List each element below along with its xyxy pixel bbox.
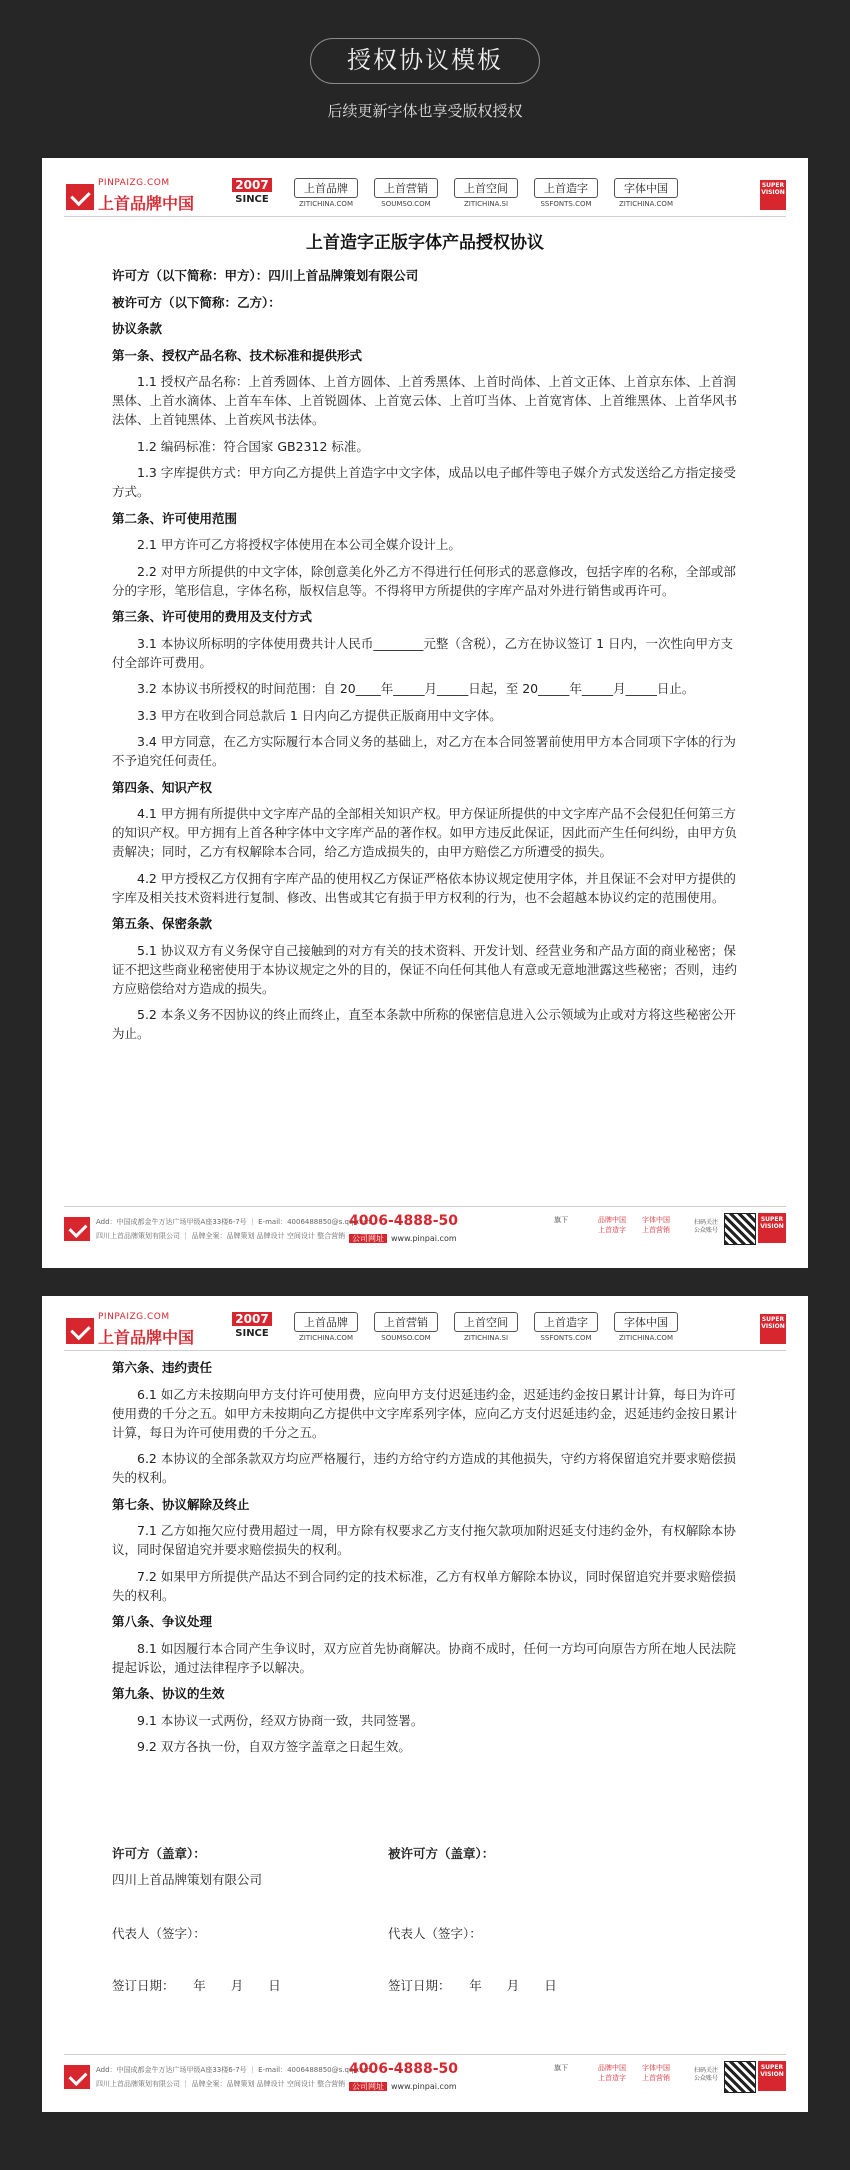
app-label: 旗下 <box>554 2064 568 2072</box>
brand-domain: SOUMSO.COM <box>381 200 431 208</box>
brand-name: 上首营销 <box>374 1312 438 1332</box>
footer-phone: 4006-4888-50 <box>349 1213 459 1229</box>
app-logo: 品牌中国 <box>598 2064 626 2072</box>
brand-name: 上首空间 <box>454 1312 518 1332</box>
brand-logo-4 <box>534 178 598 208</box>
licensor-company-name: 四川上首品牌策划有限公司 <box>112 1872 263 1887</box>
super-vision-badge: SUPER VISION <box>760 180 786 210</box>
checkmark-logo-icon <box>64 2065 90 2089</box>
logo-english: PINPAIZG.COM <box>98 178 170 188</box>
licensee-seal-label: 被许可方（盖章）： <box>388 1846 495 1861</box>
since-badge <box>232 1312 272 1339</box>
section-8-heading: 第八条、争议处理 <box>112 1614 213 1629</box>
clause-4-2: 4.2 甲方授权乙方仅拥有字库产品的使用权乙方保证严格依本协议规定使用字体，并且保证不会对甲方提供的字库及相关技术资料进行复制、修改、出售或其它有损于甲方权利的行为，也不会超越本协议约定的范围使用。 <box>112 870 736 905</box>
section-4-heading: 第四条、知识产权 <box>112 779 213 795</box>
document-page-1 <box>42 158 808 1268</box>
app-logo: 上首造字 <box>598 1226 626 1234</box>
clause-9-1: 9.1 本协议一式两份，经双方协商一致，共同签署。 <box>137 1712 424 1728</box>
logo-chinese: 上首品牌中国 <box>98 194 195 213</box>
licensor-seal-label: 许可方（盖章）： <box>112 1846 206 1861</box>
section-9-heading: 第九条、协议的生效 <box>112 1686 225 1701</box>
brand-logo-1 <box>294 178 358 208</box>
letterhead-header <box>64 1310 786 1351</box>
brand-name: 上首造字 <box>534 178 598 198</box>
licensor-line: 许可方（以下简称：甲方）：四川上首品牌策划有限公司 <box>112 268 419 283</box>
brand-domain: SOUMSO.COM <box>381 1334 431 1342</box>
clause-3-2: 3.2 本协议书所授权的时间范围：自 20____年_____月_____日起，至 20_____年_____月_____日止。 <box>137 681 695 696</box>
clause-2-2: 2.2 对甲方所提供的中文字体，除创意美化外乙方不得进行任何形式的恶意修改，包括字库的名称，全部或部分的字形，笔形信息，字体名称，版权信息等。不得将甲方所提供的字库产品对外进行销售或再许可。 <box>112 563 736 598</box>
clause-7-2: 7.2 如果甲方所提供产品达不到合同约定的技术标准，乙方有权单方解除本协议，同时保留追究并要求赔偿损失的权利。 <box>112 1568 736 1603</box>
app-logo: 字体中国 <box>642 2064 670 2072</box>
clause-5-1: 5.1 协议双方有义务保守自己接触到的对方有关的技术资料、开发计划、经营业务和产品方面的商业秘密；保证不把这些商业秘密使用于本协议规定之外的目的，保证不向任何其他人有意或无意地泄露这些秘密；否则，违约方应赔偿给对方造成的损失。 <box>112 942 738 996</box>
brand-name: 上首空间 <box>454 178 518 198</box>
footer-company: 四川上首品牌策划有限公司 ｜ 品牌全案：品牌策划 品牌设计 空间设计 整合营销 <box>96 1232 346 1240</box>
brand-name: 上首品牌 <box>294 1312 358 1332</box>
app-logo: 字体中国 <box>642 1216 670 1224</box>
brand-domain: ZITICHINA.COM <box>619 200 673 208</box>
qr-code-icon <box>724 1213 756 1245</box>
qr-label: 扫码关注公众账号 <box>694 1219 719 1234</box>
brand-logo-5 <box>614 1312 678 1342</box>
checkmark-logo-icon <box>66 184 94 210</box>
footer-app-logos <box>554 1215 694 1235</box>
section-2-heading: 第二条、许可使用范围 <box>112 510 238 526</box>
brand-domain: ZITICHINA.SI <box>463 1334 509 1342</box>
super-vision-badge: SUPER VISION <box>758 2061 786 2091</box>
clause-9-2: 9.2 双方各执一份，自双方签字盖章之日起生效。 <box>137 1739 411 1754</box>
app-logo: 上首营销 <box>642 2074 670 2082</box>
footer-phone: 4006-4888-50 <box>349 2061 459 2077</box>
letterhead-footer <box>64 1206 786 1253</box>
since-label: SINCE <box>235 194 269 205</box>
page-subtitle: 后续更新字体也享受版权授权 <box>327 102 523 120</box>
app-logo: 上首营销 <box>642 1226 670 1234</box>
app-logo: 上首造字 <box>598 2074 626 2082</box>
qr-code-icon <box>724 2061 756 2093</box>
footer-website <box>349 2081 457 2092</box>
website-label: 公司网址 <box>349 1234 387 1243</box>
since-badge <box>232 178 272 205</box>
clause-3-4: 3.4 甲方同意，在乙方实际履行本合同义务的基础上，对乙方在本合同签署前使用甲方本合同项下字体的行为不予追究任何责任。 <box>112 734 736 768</box>
clause-1-3: 1.3 字库提供方式：甲方向乙方提供上首造字中文字体，成品以电子邮件等电子媒介方式发送给乙方指定接受方式。 <box>112 465 736 499</box>
agreement-body-page-2 <box>112 1358 738 1764</box>
page-title-pill: 授权协议模板 <box>310 38 540 84</box>
agreement-body-page-1 <box>112 266 738 1051</box>
clause-8-1: 8.1 如因履行本合同产生争议时，双方应首先协商解决。协商不成时，任何一方均可向原告方所在地人民法院提起诉讼，通过法律程序予以解决。 <box>112 1640 736 1675</box>
brand-logo-2 <box>374 178 438 208</box>
footer-company: 四川上首品牌策划有限公司 ｜ 品牌全案：品牌策划 品牌设计 空间设计 整合营销 <box>96 2080 346 2088</box>
logo-chinese: 上首品牌中国 <box>98 1328 195 1347</box>
website-url: www.pinpai.com <box>391 1234 457 1243</box>
super-vision-badge: SUPER VISION <box>758 1213 786 1243</box>
clauses-heading: 协议条款 <box>112 321 163 336</box>
brand-domain: ZITICHINA.SI <box>463 200 509 208</box>
app-logo: 品牌中国 <box>598 1216 626 1224</box>
brand-domain: SSFONTS.COM <box>540 1334 592 1342</box>
website-url: www.pinpai.com <box>391 2082 457 2091</box>
brand-name: 上首品牌 <box>294 178 358 198</box>
licensor-representative-label: 代表人（签字）： <box>112 1926 206 1941</box>
clause-5-2: 5.2 本条义务不因协议的终止而终止，直至本条款中所称的保密信息进入公示领域为止或对方将这些秘密公开为止。 <box>112 1007 736 1041</box>
clause-3-3: 3.3 甲方在收到合同总款后 1 日内向乙方提供正版商用中文字体。 <box>137 707 502 723</box>
brand-logo-3 <box>454 1312 518 1342</box>
clause-2-1: 2.1 甲方许可乙方将授权字体使用在本公司全媒介设计上。 <box>137 537 461 552</box>
clause-3-1: 3.1 本协议所标明的字体使用费共计人民币________元整（含税），乙方在协议签订 1 日内，一次性向甲方支付全部许可费用。 <box>112 635 734 670</box>
checkmark-logo-icon <box>64 1217 90 1241</box>
brand-logo-4 <box>534 1312 598 1342</box>
section-5-heading: 第五条、保密条款 <box>112 916 213 931</box>
brand-domain: ZITICHINA.COM <box>299 1334 353 1342</box>
clause-4-1: 4.1 甲方拥有所提供中文字库产品的全部相关知识产权。甲方保证所提供的中文字库产品不会侵犯任何第三方的知识产权。甲方拥有上首各种字体中文字库产品的著作权。如甲方违反此保证，因此而产生任何纠纷，由甲方负责解决；同时，乙方有权解除本合同，给乙方造成损失的，由甲方赔偿乙方所遭受的损失。 <box>112 806 738 859</box>
brand-logo <box>66 176 216 214</box>
clause-7-1: 7.1 乙方如拖欠应付费用超过一周，甲方除有权要求乙方支付拖欠款项加附迟延支付违约金外，有权解除本协议，同时保留追究并要求赔偿损失的权利。 <box>112 1523 736 1557</box>
brand-logo-3 <box>454 178 518 208</box>
licensee-sign-date: 签订日期： 年 月 日 <box>388 1978 557 1993</box>
licensee-line: 被许可方（以下简称：乙方）： <box>112 294 281 310</box>
app-label: 旗下 <box>554 1216 568 1224</box>
brand-logo-2 <box>374 1312 438 1342</box>
footer-address: Add：中国成都金牛万达广场甲级A座33楼6-7号 ｜ E-mail：4006488850@s.qq.com <box>96 1218 371 1226</box>
agreement-title: 上首造字正版字体产品授权协议 <box>306 233 544 253</box>
section-6-heading: 第六条、违约责任 <box>112 1360 213 1375</box>
footer-app-logos <box>554 2063 694 2083</box>
brand-name: 上首造字 <box>534 1312 598 1332</box>
section-3-heading: 第三条、许可使用的费用及支付方式 <box>112 609 313 624</box>
clause-6-1: 6.1 如乙方未按期向甲方支付许可使用费，应向甲方支付迟延违约金，迟延违约金按日累计计算，每日为许可使用费的千分之五。如甲方未按期向乙方提供中文字库系列字体，应向乙方支付迟延违约金，迟延违约金按日累计计算，每日为许可使用费的千分之五。 <box>112 1386 738 1440</box>
footer-website <box>349 1233 457 1244</box>
since-year: 2007 <box>232 1312 272 1326</box>
clause-1-1: 1.1 授权产品名称：上首秀圆体、上首方圆体、上首秀黑体、上首时尚体、上首文正体、上首京东体、上首润黑体、上首水滴体、上首车车体、上首锐圆体、上首宽云体、上首叮当体、上首宽宵体、上首维黑体、上首华风书法体、上首钝黑体、上首疾风书法体。 <box>112 374 738 427</box>
brand-name: 字体中国 <box>614 1312 678 1332</box>
letterhead-footer <box>64 2054 786 2101</box>
brand-domain: ZITICHINA.COM <box>619 1334 673 1342</box>
brand-logo-5 <box>614 178 678 208</box>
clause-1-2: 1.2 编码标准：符合国家 GB2312 标准。 <box>137 438 369 454</box>
since-label: SINCE <box>235 1328 269 1339</box>
clause-6-2: 6.2 本协议的全部条款双方均应严格履行，违约方给守约方造成的其他损失，守约方将保留追究并要求赔偿损失的权利。 <box>112 1451 736 1485</box>
licensor-sign-date: 签订日期： 年 月 日 <box>112 1978 281 1993</box>
super-vision-badge: SUPER VISION <box>760 1314 786 1344</box>
section-7-heading: 第七条、协议解除及终止 <box>112 1496 250 1512</box>
brand-logo <box>66 1310 216 1348</box>
qr-label: 扫码关注公众账号 <box>694 2067 719 2082</box>
brand-name: 上首营销 <box>374 178 438 198</box>
since-year: 2007 <box>232 178 272 192</box>
brand-logo-1 <box>294 1312 358 1342</box>
document-page-2 <box>42 1296 808 2112</box>
letterhead-header <box>64 176 786 217</box>
section-1-heading: 第一条、授权产品名称、技术标准和提供形式 <box>112 347 363 363</box>
checkmark-logo-icon <box>66 1318 94 1344</box>
brand-domain: SSFONTS.COM <box>540 200 592 208</box>
logo-english: PINPAIZG.COM <box>98 1312 170 1322</box>
footer-address: Add：中国成都金牛万达广场甲级A座33楼6-7号 ｜ E-mail：4006488850@s.qq.com <box>96 2066 371 2074</box>
brand-domain: ZITICHINA.COM <box>299 200 353 208</box>
licensee-representative-label: 代表人（签字）： <box>388 1926 482 1941</box>
brand-name: 字体中国 <box>614 178 678 198</box>
website-label: 公司网址 <box>349 2082 387 2091</box>
